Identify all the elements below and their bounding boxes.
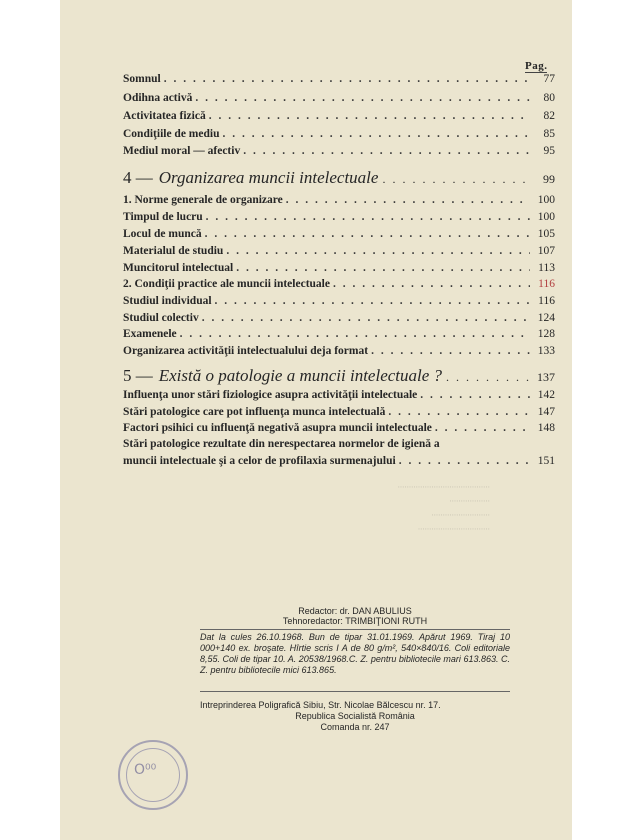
- toc-entry: Somnul . . . 77: [123, 72, 555, 86]
- imprint-redactor: Redactor: dr. DAN ABULIUS: [298, 606, 412, 616]
- toc-entry: 1. Norme generale de organizare . . . 100: [123, 193, 555, 207]
- show-through-text: ········································· ·················· ·························· ································: [397, 482, 490, 534]
- chapter-heading: 5 — Există o patologie a muncii intelectuale ? . . . 137: [123, 366, 555, 387]
- toc-entry: Organizarea activităţii intelectualului deja format . . . 133: [123, 344, 555, 358]
- chapter-heading: 4 — Organizarea muncii intelectuale . . . 99: [123, 168, 555, 189]
- toc-entry-first-line: Stări patologice rezultate din nerespectarea normelor de igienă a: [123, 438, 440, 450]
- printer-line: Intreprinderea Poligrafică Sibiu, Str. Nicolae Bălcescu nr. 17.: [200, 700, 441, 710]
- toc-entry: Studiul individual . . . 116: [123, 294, 555, 308]
- imprint-divider: [200, 691, 510, 692]
- toc-entry: Materialul de studiu . . . 107: [123, 244, 555, 258]
- printer-order: Comanda nr. 247: [320, 722, 390, 732]
- toc-entry: 2. Condiţii practice ale muncii intelectuale . . . 116: [123, 277, 555, 291]
- toc-entry: Factori psihici cu influenţă negativă asupra muncii intelectuale . . . 148: [123, 421, 555, 435]
- library-stamp: O⁰⁰: [118, 740, 188, 810]
- toc-entry: Stări patologice care pot influenţa munca intelectuală . . . 147: [123, 405, 555, 419]
- toc-entry: Influenţa unor stări fiziologice asupra activităţii intelectuale . . . 142: [123, 388, 555, 402]
- toc-entry: Muncitorul intelectual . . . 113: [123, 261, 555, 275]
- toc-entry: Examenele . . . 128: [123, 327, 555, 341]
- toc-entry: Activitatea fizică . . . 82: [123, 109, 555, 123]
- toc-entry: Studiul colectiv . . . 124: [123, 311, 555, 325]
- toc-entry: Locul de muncă . . . 105: [123, 227, 555, 241]
- imprint-tehnoredactor: Tehnoredactor: TRIMBIŢIONI RUTH: [282, 616, 428, 626]
- printer-country: Republica Socialistă România: [295, 711, 415, 721]
- imprint-divider: [200, 629, 510, 630]
- toc-entry: muncii intelectuale şi a celor de profilaxia surmenajului . . . 151: [123, 454, 555, 468]
- toc-entry: Condiţiile de mediu . . . 85: [123, 127, 555, 141]
- toc-entry: Mediul moral — afectiv . . . 95: [123, 144, 555, 158]
- page-column-header: Pag.: [525, 60, 548, 72]
- toc-entry: Odihna activă . . . 80: [123, 91, 555, 105]
- imprint-details: Dat la cules 26.10.1968. Bun de tipar 31.01.1969. Apărut 1969. Tiraj 10 000+140 ex. broşate. Hîrtie scris I A de 80 g/m², 540×840/16. Coli editoriale 8,55. Coli de tipar 10. A. 20538/1968.C. Z. pentru bibliotecile mari 613.863. C. Z. pentru bibliotecile mici 613.865.: [200, 632, 510, 675]
- toc-entry: Timpul de lucru . . . 100: [123, 210, 555, 224]
